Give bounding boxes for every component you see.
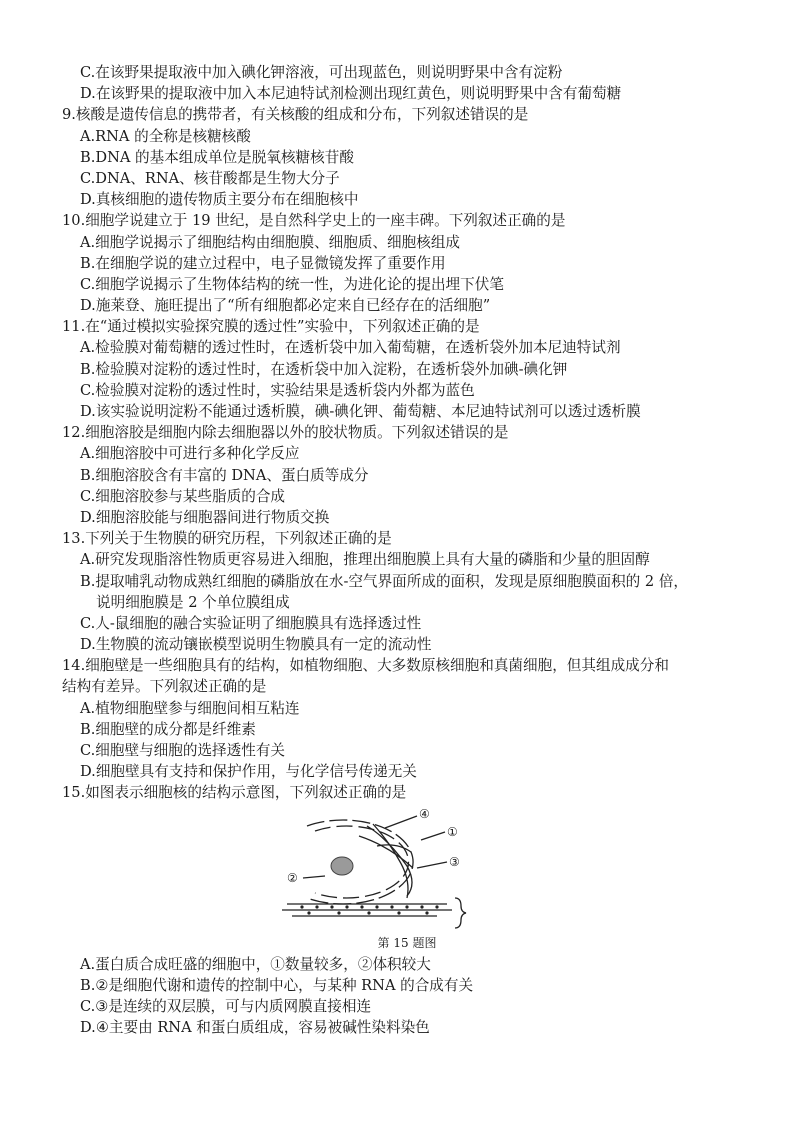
option-line: D.④主要由 RNA 和蛋白质组成，容易被碱性染料染色	[80, 1019, 430, 1037]
leader-1	[421, 832, 445, 840]
question-line: 9.核酸是遗传信息的携带者，有关核酸的组成和分布，下列叙述错误的是	[62, 106, 529, 124]
label-2: ②	[287, 870, 298, 885]
option-line: C.细胞溶胶参与某些脂质的合成	[80, 487, 286, 505]
option-line: B.DNA 的基本组成单位是脱氧核糖核苷酸	[80, 148, 354, 166]
option-line: B.提取哺乳动物成熟红细胞的磷脂放在水-空气界面所成的面积，发现是原细胞膜面积的 2 倍，	[80, 572, 689, 590]
leader-3	[417, 862, 447, 868]
option-line: C.细胞壁与细胞的选择透性有关	[80, 742, 286, 759]
leader-4	[385, 816, 417, 828]
option-line: D.在该野果的提取液中加入本尼迪特试剂检测出现红黄色，则说明野果中含有葡萄糖	[80, 85, 622, 103]
option-line: C.在该野果提取液中加入碘化钾溶液，可出现蓝色，则说明野果中含有淀粉	[80, 64, 563, 81]
option-line: B.在细胞学说的建立过程中，电子显微镜发挥了重要作用	[80, 254, 446, 272]
option-line: A.细胞溶胶中可进行多种化学反应	[80, 445, 300, 463]
option-line: C.③是连续的双层膜，可与内质网膜直接相连	[80, 997, 372, 1015]
nuclear-envelope-outer	[307, 820, 413, 904]
question-line: 14.细胞壁是一些细胞具有的结构，如植物细胞、大多数原核细胞和真菌细胞，但其组成成分和	[62, 657, 669, 675]
option-line: B.检验膜对淀粉的透过性时，在透析袋中加入淀粉，在透析袋外加碘-碘化钾	[80, 360, 568, 378]
option-line: D.施莱登、施旺提出了“所有细胞都必定来自已经存在的活细胞”	[80, 297, 491, 315]
question-line: 15.如图表示细胞核的结构示意图，下列叙述正确的是	[62, 784, 407, 802]
option-line: C.DNA、RNA、核苷酸都是生物大分子	[80, 169, 340, 187]
option-line: D.细胞溶胶能与细胞器间进行物质交换	[80, 508, 330, 526]
option-line: A.RNA 的全称是核糖核酸	[80, 127, 251, 145]
option-line: B.细胞壁的成分都是纤维素	[80, 720, 256, 738]
questions-9-to-15	[62, 62, 752, 804]
question-line: 结构有差异。下列叙述正确的是	[62, 678, 267, 696]
option-line: D.生物膜的流动镶嵌模型说明生物膜具有一定的流动性	[80, 636, 432, 654]
option-line: C.细胞学说揭示了生物体结构的统一性，为进化论的提出埋下伏笔	[80, 275, 504, 293]
option-line: A.细胞学说揭示了细胞结构由细胞膜、细胞质、细胞核组成	[80, 233, 461, 251]
option-line: D.细胞壁具有支持和保护作用，与化学信号传递无关	[80, 763, 417, 781]
question-line: 13.下列关于生物膜的研究历程，下列叙述正确的是	[62, 530, 392, 548]
option-line: A.蛋白质合成旺盛的细胞中，①数量较多，②体积较大	[80, 955, 431, 973]
question-line: 11.在“通过模拟实验探究膜的透过性”实验中，下列叙述正确的是	[62, 318, 480, 336]
figure-15	[62, 806, 752, 954]
question-line: 12.细胞溶胶是细胞内除去细胞器以外的胶状物质。下列叙述错误的是	[62, 424, 509, 442]
label-4: ④	[419, 806, 430, 821]
nucleolus	[331, 857, 353, 875]
option-line: D.真核细胞的遗传物质主要分布在细胞核中	[80, 191, 359, 209]
label-3: ③	[449, 854, 460, 869]
option-line: C.检验膜对淀粉的透过性时，实验结果是透析袋内外都为蓝色	[80, 381, 475, 399]
exam-page	[62, 62, 752, 1038]
brace	[455, 898, 466, 928]
label-1: ①	[447, 824, 458, 839]
option-continuation: 说明细胞膜是 2 个单位膜组成	[96, 593, 290, 611]
figure-caption: 第 15 题图	[377, 935, 437, 950]
option-line: D.该实验说明淀粉不能通过透析膜，碘-碘化钾、葡萄糖、本尼迪特试剂可以透过透析膜	[80, 403, 641, 420]
option-line: A.检验膜对葡萄糖的透过性时，在透析袋中加入葡萄糖，在透析袋外加本尼迪特试剂	[80, 339, 621, 357]
option-line: B.细胞溶胶含有丰富的 DNA、蛋白质等成分	[80, 466, 369, 484]
question-15-options	[62, 954, 752, 1039]
option-line: A.植物细胞壁参与细胞间相互粘连	[80, 699, 300, 717]
option-line: B.②是细胞代谢和遗传的控制中心，与某种 RNA 的合成有关	[80, 976, 474, 994]
nucleus-diagram	[267, 806, 477, 932]
leader-2	[303, 876, 325, 878]
option-line: C.人-鼠细胞的融合实验证明了细胞膜具有选择透过性	[80, 614, 422, 632]
question-line: 10.细胞学说建立于 19 世纪，是自然科学史上的一座丰碑。下列叙述正确的是	[62, 212, 566, 230]
option-line: A.研究发现脂溶性物质更容易进入细胞，推理出细胞膜上具有大量的磷脂和少量的胆固醇	[80, 551, 650, 569]
